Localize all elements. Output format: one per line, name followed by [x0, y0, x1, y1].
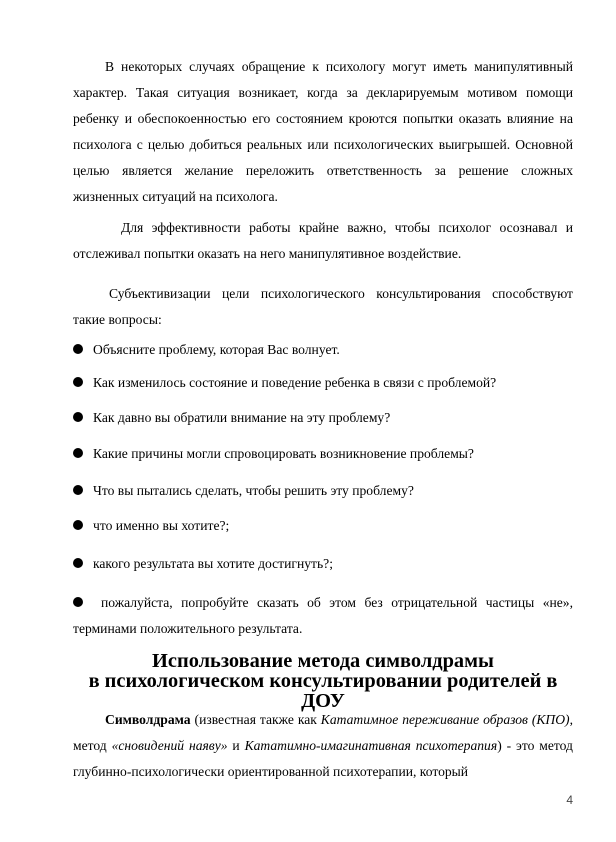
list-item [73, 405, 573, 431]
list-item-text: пожалуйста, попробуйте сказать об этом без отрицательной частицы «не», терминами положительного результата. [73, 595, 573, 636]
list-item-text: Объясните проблему, которая Вас волнует. [93, 342, 340, 357]
paragraph-manipulative-requests: В некоторых случаях обращение к психологу могут иметь манипулятивный характер. Такая ситуация возникает, когда за декларируемым мотивом помощи ребенку и обеспокоенностью его состоянием кроются попытки оказать влияние на психолога с целью добиться реальных или психологических выигрышей. Основной целью является желание переложить ответственность за решение сложных жизненных ситуаций на психолога. [73, 59, 573, 204]
italic-term: «сновидений наяву» [111, 738, 228, 753]
list-item [73, 513, 573, 539]
bullet-icon [73, 597, 83, 607]
list-item-text: Как давно вы обратили внимание на эту проблему? [93, 410, 391, 425]
bullet-icon [73, 448, 83, 458]
list-item [73, 478, 573, 504]
list-item [73, 551, 573, 577]
text-segment: (известная также как [190, 712, 321, 727]
list-item [73, 370, 573, 396]
paragraph-effectiveness: Для эффективности работы крайне важно, чтобы психолог осознавал и отслеживал попытки оказать на него манипулятивное воздействие. [73, 220, 573, 261]
page-number: 4 [566, 793, 573, 807]
section-heading [73, 651, 573, 711]
list-item-text: Что вы пытались сделать, чтобы решить эту проблему? [93, 483, 414, 498]
section-heading-line1: Использование метода символдрамы [152, 650, 494, 672]
bullet-icon [73, 520, 83, 530]
bullet-icon [73, 412, 83, 422]
bullet-icon [73, 558, 83, 568]
list-item [73, 337, 573, 363]
list-item-text: Какие причины могли спровоцировать возникновение проблемы? [93, 446, 474, 461]
text-segment: , метод [73, 712, 573, 753]
italic-term: Кататимное переживание образов (КПО) [320, 712, 570, 727]
list-item-text: какого результата вы хотите достигнуть?; [93, 556, 333, 571]
paragraph-subjectivization: Субъективизации цели психологического консультирования способствуют такие вопросы: [73, 286, 573, 327]
text-segment: ) - это метод глубинно-психологически ориентированной психотерапии, который [73, 738, 573, 779]
list-item-text: Как изменилось состояние и поведение ребенка в связи с проблемой? [93, 375, 497, 390]
term-symboldrama: Символдрама [105, 712, 191, 727]
italic-term: Кататимно-имагинативная психотерапия [244, 738, 498, 753]
text-segment: и [227, 738, 245, 753]
bullet-icon [73, 485, 83, 495]
list-item [73, 441, 573, 467]
bullet-icon [73, 344, 83, 354]
bullet-icon [73, 377, 83, 387]
paragraph-symboldrama [73, 707, 573, 785]
list-item-text: что именно вы хотите?; [93, 518, 230, 533]
list-item [73, 590, 573, 642]
section-heading-line2: в психологическом консультировании родителей в ДОУ [88, 670, 558, 712]
